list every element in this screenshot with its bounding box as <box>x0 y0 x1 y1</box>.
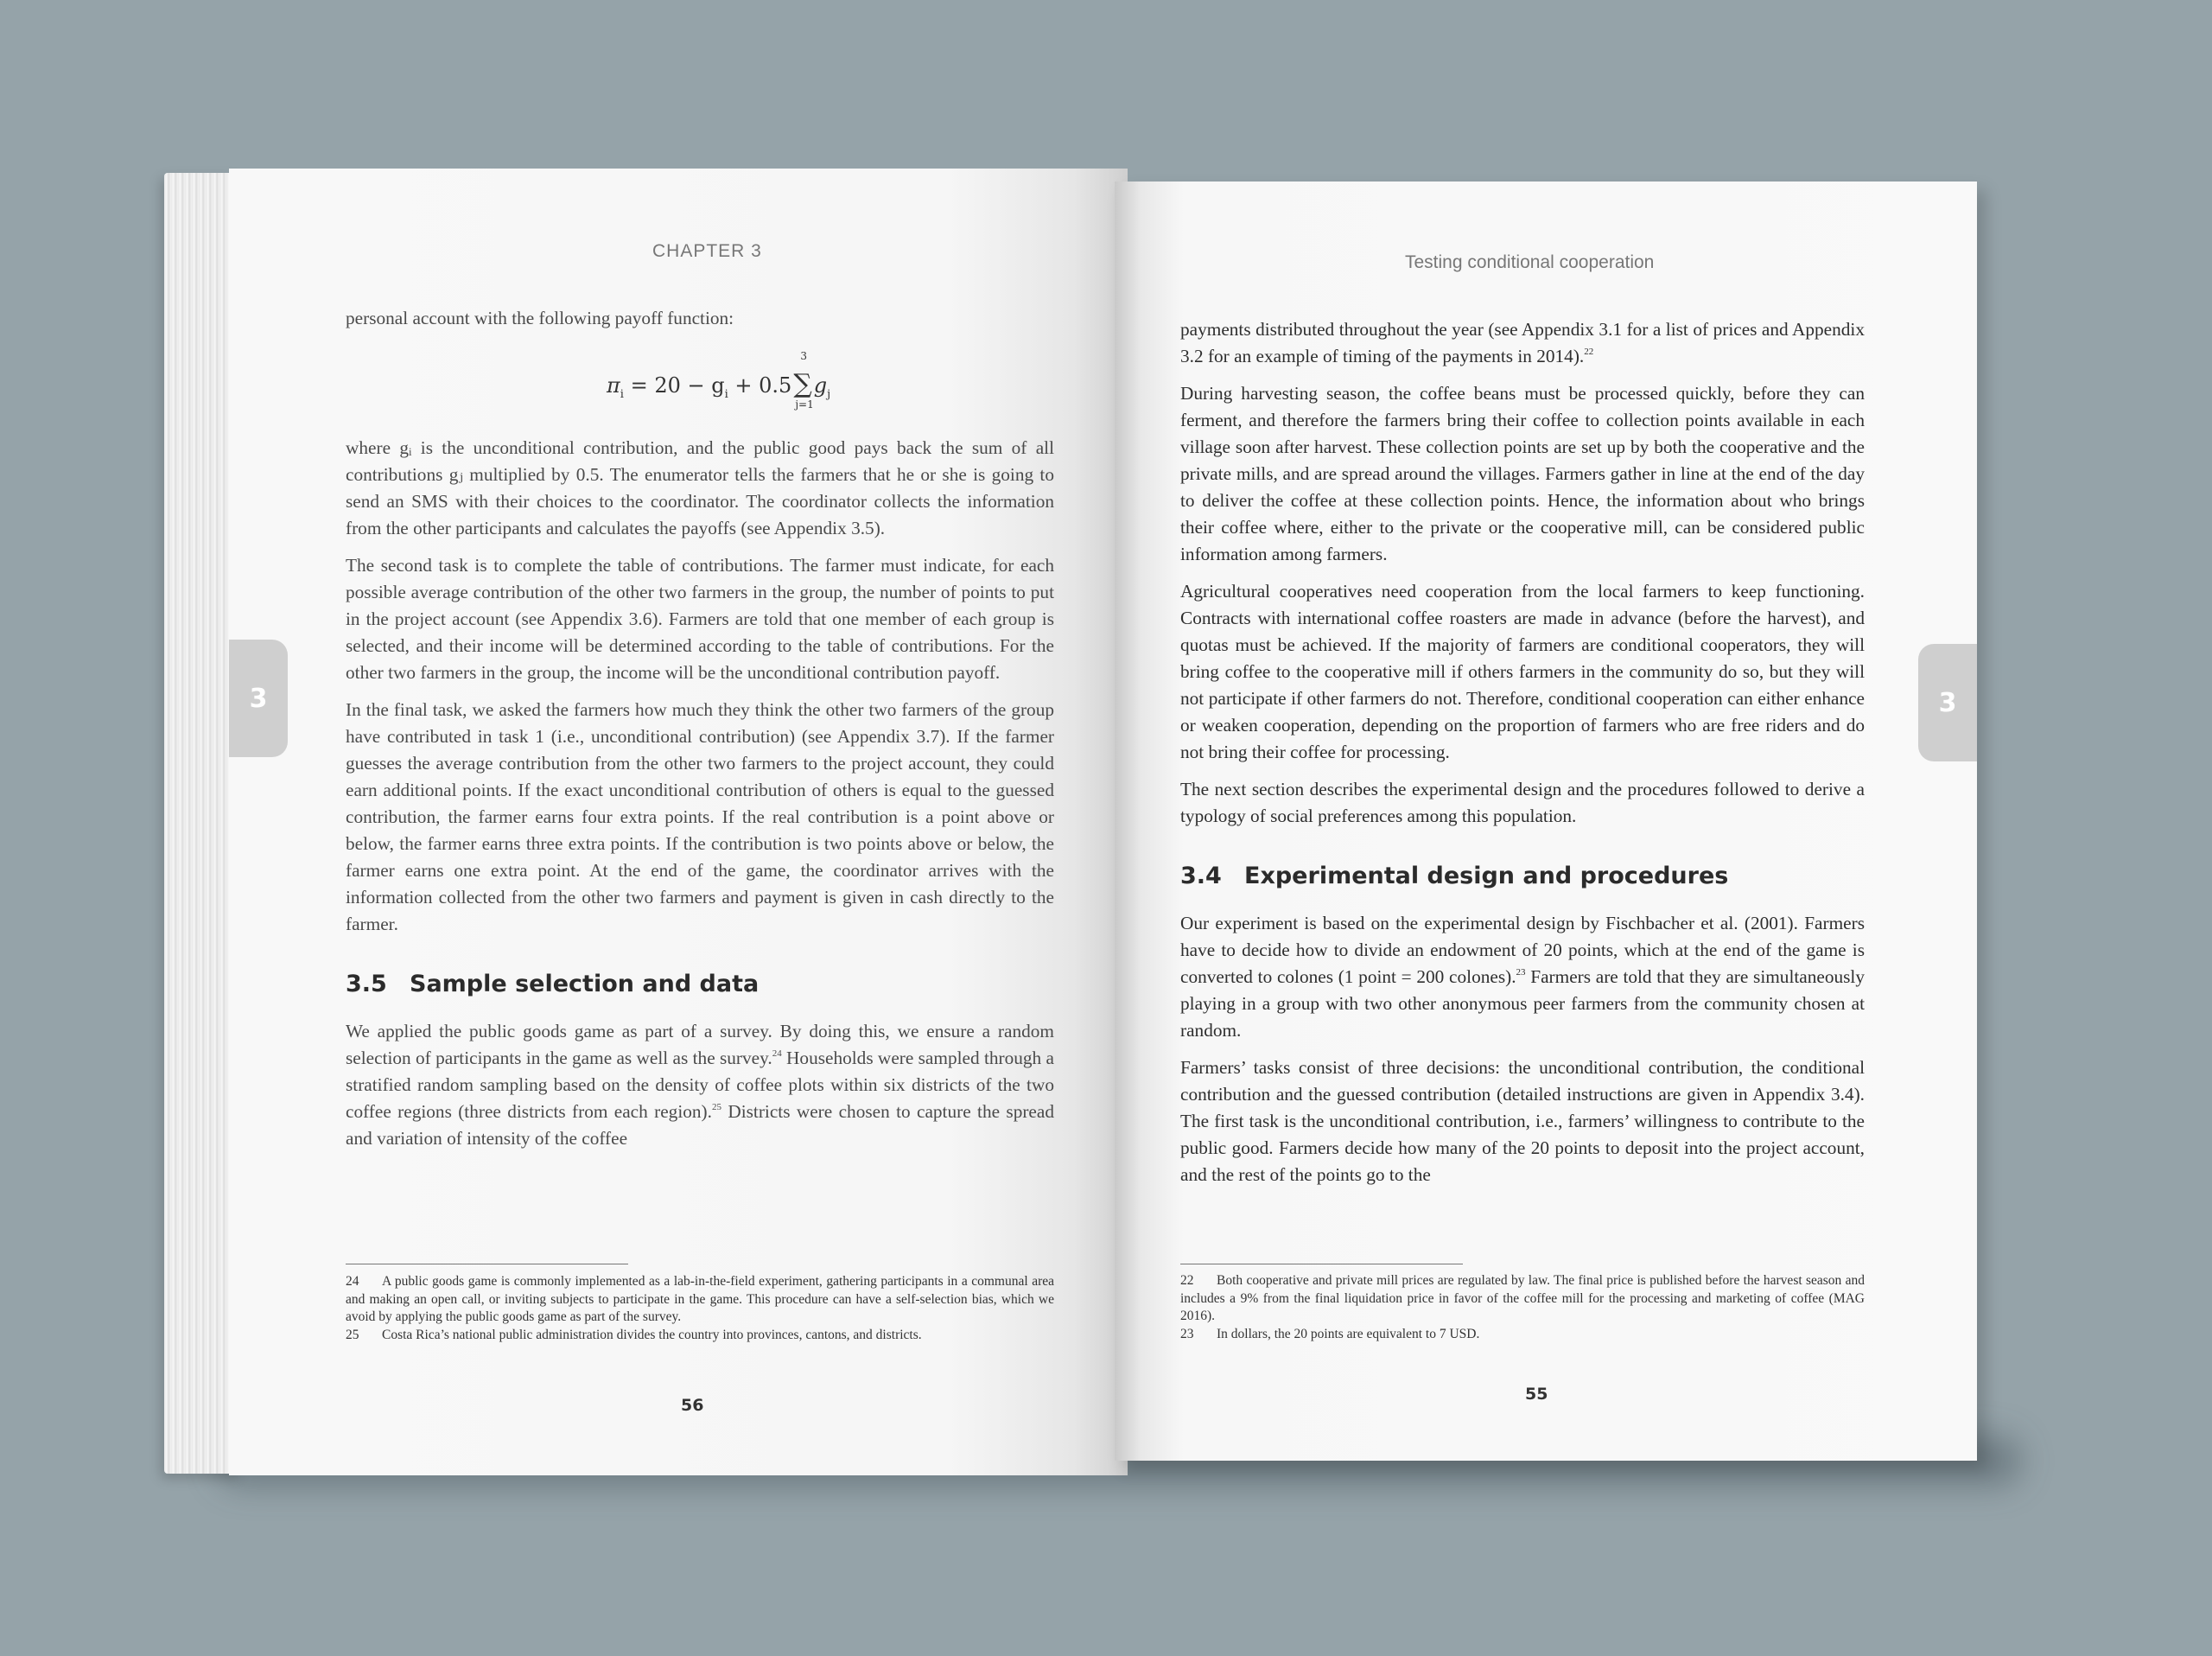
running-head-left: CHAPTER 3 <box>652 241 762 261</box>
formula-term-sub: j <box>827 387 831 401</box>
right-paragraph-1-text: payments distributed throughout the year (see Appendix 3.1 for a list of prices and Appendix 3.2 for an example of timing of the payments in 2014). <box>1180 319 1865 366</box>
left-paragraph-3: In the final task, we asked the farmers how much they think the other two farmers of the group have contributed in task 1 (i.e., unconditional contribution) (see Appendix 3.7). If the farmer guesses the average contribution from the other two farmers to the project account, they could earn additional points. If the exact unconditional contribution of others is equal to the guessed contribution, the farmer earns four extra points. If the real contribution is a point above or below, the farmer earns three extra points. If the contribution is two points above or below, the farmer earns one extra point. At the end of the game, the coordinator arrives with the information collected from the other two farmers and payment is given in cash directly to the farmer. <box>346 699 1054 934</box>
chapter-tab-left: 3 <box>229 640 288 757</box>
footnote-ref-24[interactable]: 24 <box>772 1048 782 1059</box>
right-page <box>1115 182 1977 1461</box>
formula-lhs: π <box>607 373 620 398</box>
section-heading-3-5 <box>346 971 1054 997</box>
section-para-part-b: Farmers are told that they are simultaneously playing in a group with two other anonymous peer farmers from the community chosen at random. <box>1180 966 1865 1041</box>
sum-upper: 3 <box>800 350 807 362</box>
footnote-ref-23[interactable]: 23 <box>1516 967 1526 978</box>
left-paragraph-1: where gᵢ is the unconditional contribution, and the public good pays back the sum of all contributions gⱼ multiplied by 0.5. The enumerator tells the farmers that he or she is going to send an SMS with their choices to the coordinator. The coordinator collects the information from the other participants and calculates the payoffs (see Appendix 3.5). <box>346 437 1054 538</box>
section-heading-3-4 <box>1180 863 1865 889</box>
footnote-ref-22[interactable]: 22 <box>1584 347 1594 357</box>
page-number-right: 55 <box>1525 1385 1548 1404</box>
page-number-left: 56 <box>681 1396 704 1415</box>
left-intro <box>346 305 1054 342</box>
right-footnotes <box>1180 1272 1865 1343</box>
section-para-part-a: We applied the public goods game as part of a survey. By doing this, we ensure a random selection of participants in the game as well as the survey. <box>346 1021 1054 1068</box>
right-last-paragraph: Farmers’ tasks consist of three decisions: the unconditional contribution, the conditional contribution and the guessed contribution (detailed instructions are given in Appendix 3.4). The first task is the unconditional contribution, i.e., farmers’ willingness to contribute to the public good. Farmers decide how many of the 20 points to deposit into the project account, and the rest of the points go to the <box>1180 1057 1865 1185</box>
footnote-text: In dollars, the 20 points are equivalent to 7 USD. <box>1217 1326 1480 1341</box>
right-paragraph-4: The next section describes the experimental design and the procedures followed to derive a typology of social preferences among this population. <box>1180 779 1865 826</box>
right-section-paragraph <box>1180 910 1865 1044</box>
right-paragraph-2: During harvesting season, the coffee beans must be processed quickly, before they can ferment, and therefore the farmers bring their coffee to collection points available in each village soon after harvest. These collection points are set up by both the cooperative and the private mills, and are spread around the villages. Farmers gather in line at the end of the day to deliver the coffee at these collection points. Hence, the information about who brings their coffee where, either to the private or the cooperative mill, can be considered public information among farmers. <box>1180 383 1865 564</box>
section-number: 3.4 <box>1180 863 1222 889</box>
footnote-ref-25[interactable]: 25 <box>711 1102 721 1112</box>
footnote-number: 24 <box>346 1274 359 1289</box>
left-footnotes <box>346 1273 1054 1344</box>
section-title: Experimental design and procedures <box>1244 863 1729 889</box>
left-page <box>229 169 1128 1475</box>
left-section-paragraph <box>346 1018 1054 1152</box>
left-body <box>346 435 1054 1152</box>
footnote-number: 25 <box>346 1327 359 1342</box>
footnote-23 <box>1180 1326 1865 1344</box>
sum-lower: j=1 <box>795 398 814 411</box>
footnote-text: Both cooperative and private mill prices are regulated by law. The final price is published before the harvest season and includes a 9% from the final liquidation price in favor of the coffee mill for the processing and marketing of coffee (MAG 2016). <box>1180 1273 1865 1323</box>
footnote-number: 23 <box>1180 1326 1194 1341</box>
formula-lhs-sub: i <box>620 387 624 401</box>
footnote-number: 22 <box>1180 1273 1194 1288</box>
running-head-right: Testing conditional cooperation <box>1405 252 1655 272</box>
right-paragraph-3: Agricultural cooperatives need cooperation from the local farmers to keep functioning. Contracts with international coffee roasters are made in advance (before the harvest), and quotas must be achieved. If the majority of farmers are conditional cooperators, they will bring coffee to the cooperative mill if others farmers in the community do so, but they will not participate if other farmers do not. Therefore, conditional cooperation can either enhance or weaken cooperation, depending on the proportion of farmers who are free riders and do not bring their coffee for processing. <box>1180 581 1865 762</box>
section-number: 3.5 <box>346 971 387 997</box>
payoff-formula <box>607 350 831 411</box>
intro-line: personal account with the following payoff function: <box>346 308 734 328</box>
section-para-part-c: Districts were chosen to capture the spread and variation of intensity of the coffee <box>346 1101 1054 1149</box>
right-body <box>1180 316 1865 1188</box>
chapter-tab-right: 3 <box>1918 644 1977 761</box>
section-para-part-b: Households were sampled through a stratified random sampling based on the density of coffee plots within six districts of the two coffee regions (three districts from each region). <box>346 1048 1054 1122</box>
formula-plus: + 0.5 <box>734 373 792 398</box>
footnote-text: Costa Rica’s national public administration divides the country into provinces, cantons, and districts. <box>382 1327 922 1342</box>
left-paragraph-2: The second task is to complete the table of contributions. The farmer must indicate, for each possible average contribution of the other two farmers in the group, the number of points to put in the project account (see Appendix 3.6). Farmers are told that one member of each group is selected, and their income will be determined according to the table of contributions. For the other two farmers in the group, the income will be the unconditional contribution payoff. <box>346 555 1054 683</box>
formula-rhs: = 20 − g <box>630 373 725 398</box>
footnote-24 <box>346 1273 1054 1327</box>
footnote-text: A public goods game is commonly implemented as a lab-in-the-field experiment, gathering participants in a communal area and making an open call, or inviting subjects to participate in the game. This procedure can have a self-selection bias, which we avoid by applying the public goods game as part of the survey. <box>346 1274 1054 1324</box>
formula-rhs-sub: i <box>724 387 728 401</box>
sum-symbol: ∑ 3 j=1 <box>793 350 814 411</box>
section-title: Sample selection and data <box>410 971 760 997</box>
footnote-25 <box>346 1327 1054 1345</box>
section-para-part-a: Our experiment is based on the experimental design by Fischbacher et al. (2001). Farmers have to decide how to divide an endowment of 20 points, which at the end of the game is converted to colones (1 point = 200 colones). <box>1180 913 1865 987</box>
right-paragraph-1 <box>1180 316 1865 370</box>
footnote-22 <box>1180 1272 1865 1326</box>
formula-term: g <box>813 373 828 398</box>
